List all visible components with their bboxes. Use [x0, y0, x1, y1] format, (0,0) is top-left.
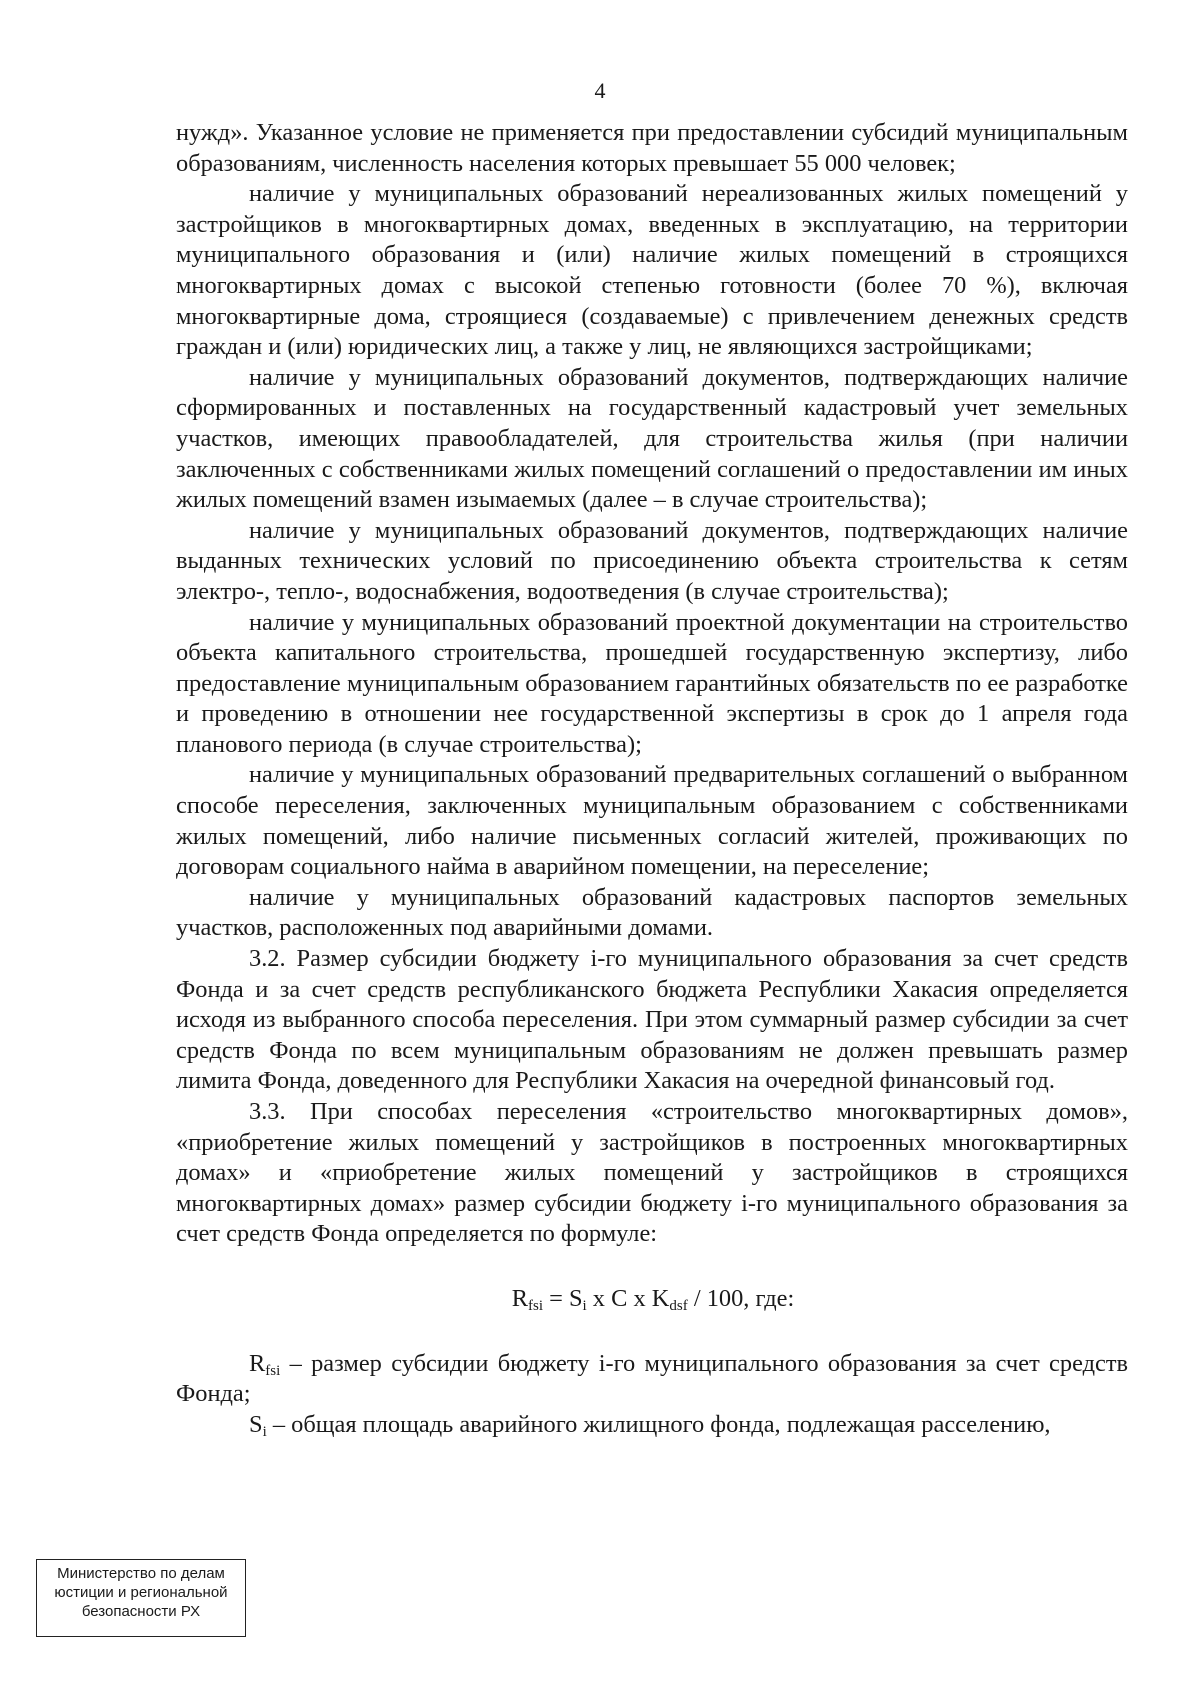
formula-middle: x C x K: [586, 1284, 670, 1312]
formula-s: S: [568, 1284, 583, 1312]
paragraph: наличие у муниципальных образований кадастровых паспортов земельных участков, расположенных под аварийными домами.: [176, 883, 1128, 942]
paragraph: наличие у муниципальных образований проектной документации на строительство объекта капитального строительства, прошедшей государственную экспертизу, либо предоставление муниципальным образованием гарантийных обязательств по ее разработке и проведению в отношении нее государственной экспертизы в срок до 1 апреля года планового периода (в случае строительства);: [176, 608, 1128, 758]
formula-tail: / 100, где:: [687, 1284, 795, 1312]
paragraph: наличие у муниципальных образований документов, подтверждающих наличие сформированных и поставленных на государственный кадастровый учет земельных участков, имеющих правообладателей, для строительства жилья (при наличии заключенных с собственниками жилых помещений соглашений о предоставлении им иных жилых помещений взамен изымаемых (далее – в случае строительства);: [176, 363, 1128, 514]
definition-si: [176, 1410, 1128, 1441]
formula-k-subscript: dsf: [669, 1297, 688, 1314]
definition-symbol: R: [249, 1349, 266, 1377]
subsidy-formula: [176, 1284, 1128, 1315]
definition-text: – общая площадь аварийного жилищного фонда, подлежащая расселению,: [266, 1410, 1051, 1438]
formula-s-subscript: i: [582, 1297, 587, 1314]
ministry-stamp: [36, 1559, 246, 1637]
definition-subscript: fsi: [265, 1362, 281, 1379]
formula-r-subscript: fsi: [528, 1297, 543, 1314]
paragraph: 3.3. При способах переселения «строительство многоквартирных домов», «приобретение жилых помещений у застройщиков в построенных многоквартирных домах» и «приобретение жилых помещений у застройщиков в строящихся многоквартирных домах» размер субсидии бюджету i-го муниципального образования за счет средств Фонда определяется по формуле:: [176, 1098, 1128, 1248]
definition-rfsi: [176, 1349, 1128, 1410]
paragraph: нужд». Указанное условие не применяется при предоставлении субсидий муниципальным образованиям, численность населения которых превышает 55 000 человек;: [176, 119, 1128, 177]
stamp-line: безопасности РХ: [81, 1603, 201, 1620]
paragraph: наличие у муниципальных образований документов, подтверждающих наличие выданных технических условий по присоединению объекта строительства к сетям электро-, тепло-, водоснабжения, водоотведения (в случае строительства);: [176, 516, 1128, 605]
definition-subscript: i: [262, 1423, 267, 1440]
formula-equals: =: [543, 1284, 569, 1312]
definition-text: – размер субсидии бюджету i-го муниципального образования за счет средств Фонда;: [176, 1349, 1128, 1408]
paragraph: 3.2. Размер субсидии бюджету i-го муниципального образования за счет средств Фонда и за счет средств республиканского бюджета Республики Хакасия определяется исходя из выбранного способа переселения. При этом суммарный размер субсидии за счет средств Фонда по всем муниципальным образованиям не должен превышать размер лимита Фонда, доведенного для Республики Хакасия на очередной финансовый год.: [176, 945, 1128, 1095]
formula-r: R: [511, 1284, 528, 1312]
paragraph: наличие у муниципальных образований нереализованных жилых помещений у застройщиков в многоквартирных домах, введенных в эксплуатацию, на территории муниципального образования и (или) наличие жилых помещений в строящихся многоквартирных домах с высокой степенью готовности (более 70 %), включая многоквартирные дома, строящиеся (создаваемые) с привлечением денежных средств граждан и (или) юридических лиц, а также у лиц, не являющихся застройщиками;: [176, 180, 1128, 361]
stamp-line: Министерство по делам: [57, 1565, 225, 1582]
definition-symbol: S: [249, 1410, 263, 1438]
stamp-line: юстиции и региональной: [54, 1584, 228, 1601]
page-number: 4: [594, 78, 606, 103]
document-body: [176, 118, 1128, 1440]
paragraph: наличие у муниципальных образований предварительных соглашений о выбранном способе переселения, заключенных муниципальным образованием с собственниками жилых помещений, либо наличие письменных согласий жителей, проживающих по договорам социального найма в аварийном помещении, на переселение;: [176, 761, 1128, 881]
